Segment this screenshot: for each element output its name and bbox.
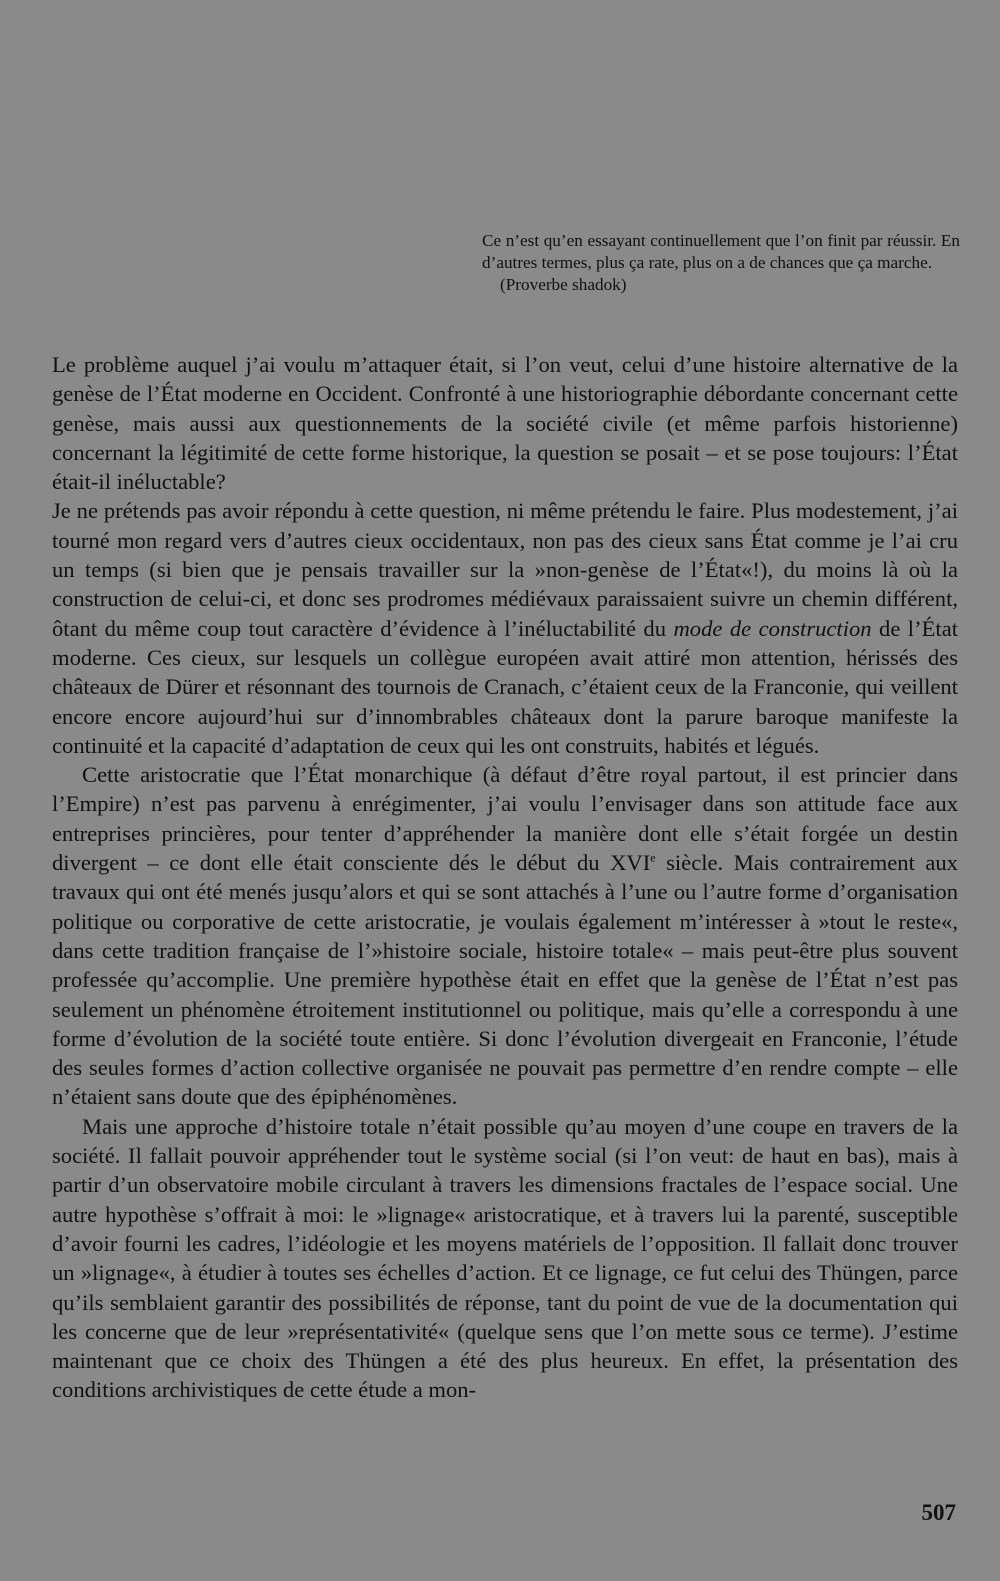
paragraph-3-end: siècle. Mais contrairement aux travaux qui ont été menés jusqu’alors et qui se sont attachés à l’une ou l’autre forme d’organisation politique ou corporative de cette aristocratie, je voulais également m’intéresser à »tout le reste«, dans cette tradition française de l’»histoire sociale, histoire totale« – mais peut-être plus souvent professée qu’accomplie. Une première hypothèse était en effet que la genèse de l’État n’est pas seulement un phénomène étroitement institutionnel ou politique, mais qu’elle a correspondu à une forme d’évolution de la société toute entière. Si donc l’évolution divergeait en Franconie, l’étude des seules formes d’action collective organisée ne pouvait pas permettre d’en rendre compte – elle n’étaient sans doute que des épiphénomènes. [52, 850, 958, 1110]
paragraph-2-start: Je ne prétends pas avoir répondu à cette question, ni même prétendu le faire. Plus modestement, j’ai tourné mon regard vers d’autres cieux occidentaux, non pas des cieux sans État comme je l’ai cru un temps (si bien que je pensais travailler sur la »non-genèse de l’État«!), du moins là où la construction de celui-ci, et donc ses prodromes médiévaux paraissaient suivre un chemin différent, ôtant du même coup tout caractère d’évidence à l’inéluctabilité du [52, 498, 958, 641]
epigraph [482, 230, 960, 297]
paragraph-3 [52, 760, 958, 1112]
paragraph-4: Mais une approche d’histoire totale n’était possible qu’au moyen d’une coupe en travers de la société. Il fallait pouvoir appréhender tout le système social (si l’on veut: de haut en bas), mais à partir d’un observatoire mobile circulant à travers les dimensions fractales de l’espace social. Une autre hypothèse s’offrait à moi: le »lignage« aristocratique, et à travers lui la parenté, susceptible d’avoir fourni les cadres, l’idéologie et les moyens matériels de l’opposition. Il fallait donc trouver un »lignage«, à étudier à toutes ses échelles d’action. Et ce lignage, ce fut celui des Thüngen, parce qu’ils semblaient garantir des possibilités de réponse, tant du point de vue de la documentation qui les concerne que de leur »représentativité« (quelque sens que l’on mette sous ce terme). J’estime maintenant que ce choix des Thüngen a été des plus heureux. En effet, la présentation des conditions archivistiques de cette étude a mon- [52, 1113, 958, 1403]
page-number: 507 [921, 1500, 956, 1525]
epigraph-source: (Proverbe shadok) [500, 275, 627, 295]
paragraph-2-end: de l’État moderne. Ces cieux, sur lesquels un collègue européen avait attiré mon attention, hérissés des châteaux de Dürer et résonnant des tournois de Cranach, c’étaient ceux de la Franconie, qui veillent encore encore aujourd’hui sur d’innombrables châteaux dont la parure baroque manifeste la continuité et la capacité d’adaptation de ceux qui les ont construits, habités et légués. [52, 615, 958, 758]
emphasis-mode-de-construction: mode de construction [673, 615, 872, 641]
century-superscript: e [650, 850, 656, 865]
paragraph-3-start: Cette aristocratie que l’État monarchique (à défaut d’être royal partout, il est princier dans l’Empire) n’est pas parvenu à enrégimenter, j’ai voulu l’envisager dans son attitude face aux entreprises princières, pour tenter d’appréhender la manière dont elle s’était forgée un destin divergent – ce dont elle était consciente dés le début du XVI [52, 762, 958, 876]
paragraph-2 [52, 496, 958, 760]
body-text [52, 350, 958, 1405]
epigraph-quote: Ce n’est qu’en essayant continuellement que l’on finit par réussir. En d’autres termes, plus ça rate, plus on a de chances que ça marche. [482, 231, 960, 273]
paragraph-1: Le problème auquel j’ai voulu m’attaquer était, si l’on veut, celui d’une histoire alternative de la genèse de l’État moderne en Occident. Confronté à une historiographie débordante concernant cette genèse, mais aussi aux questionnements de la société civile (et même parfois historienne) concernant la légitimité de cette forme historique, la question se posait – et se pose toujours: l’État était-il inéluctable? [52, 352, 958, 495]
